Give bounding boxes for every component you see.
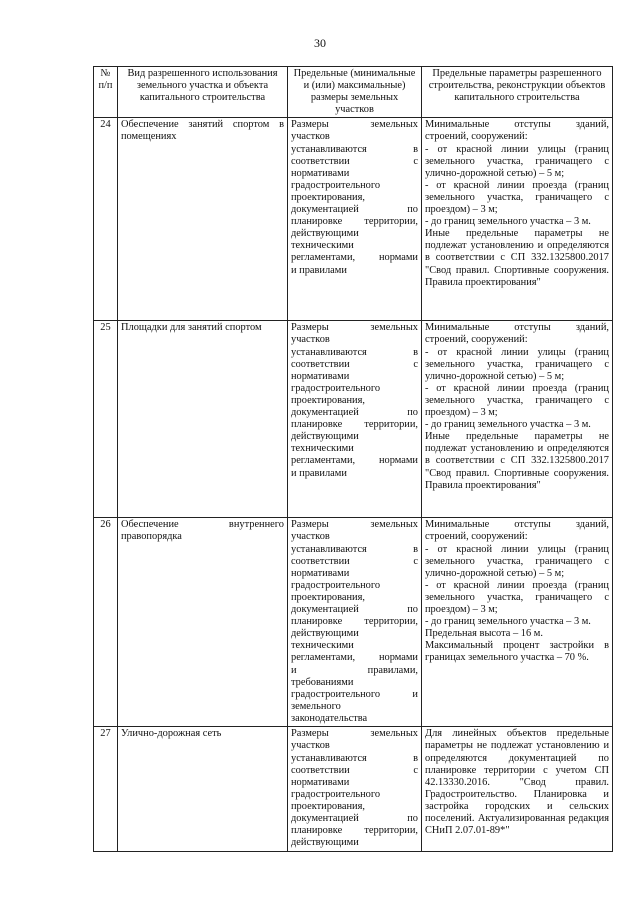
params-paragraph: Минимальные отступы зданий, строений, сооружений:	[425, 322, 609, 346]
params-paragraph: - от красной линии улицы (границ земельного участка, граничащего с улично-дорожной сетью) – 5 м;	[425, 143, 609, 179]
sizes-line: нормативами	[291, 370, 350, 382]
params-paragraph: - до границ земельного участка – 3 м.	[425, 419, 591, 431]
sizes-line: техническими	[291, 443, 354, 455]
params-paragraph: Минимальные отступы зданий, строений, сооружений:	[425, 519, 609, 543]
sizes-line: участков	[291, 131, 330, 143]
sizes-line: градостроительного	[291, 179, 381, 191]
header-num: № п/п	[94, 67, 118, 118]
row-use-kind: Обеспечение занятий спортом в помещениях	[118, 118, 288, 321]
regulations-table	[93, 66, 613, 852]
sizes-line: проектирования,	[291, 800, 365, 812]
sizes-line: участков	[291, 334, 330, 346]
params-paragraph: Максимальный процент застройки в границах земельного участка – 70 %.	[425, 640, 609, 664]
sizes-line: соответствии с	[291, 358, 418, 370]
sizes-line: планировке территории,	[291, 825, 418, 837]
sizes-line: Размеры земельных	[291, 728, 418, 740]
header-use-kind: Вид разрешенного использования земельного участка и объекта капитального строительства	[118, 67, 288, 118]
sizes-line: документацией по	[291, 204, 418, 216]
row-params	[422, 321, 613, 518]
row-use-kind: Обеспечение внутреннего правопорядка	[118, 518, 288, 727]
table-row	[94, 518, 613, 727]
page-number: 30	[314, 36, 326, 50]
sizes-line: соответствии с	[291, 155, 418, 167]
sizes-line: планировке территории,	[291, 419, 418, 431]
sizes-line: нормативами	[291, 567, 350, 579]
sizes-line: законодательства	[291, 712, 368, 724]
row-sizes	[288, 321, 422, 518]
sizes-line: и правилами	[291, 467, 347, 479]
params-paragraph: Предельная высота – 16 м.	[425, 628, 543, 640]
sizes-line: соответствии с	[291, 555, 418, 567]
sizes-line: действующими	[291, 628, 359, 640]
sizes-line: участков	[291, 531, 330, 543]
params-paragraph: Минимальные отступы зданий, строений, сооружений:	[425, 119, 609, 143]
sizes-line: устанавливаются в	[291, 543, 418, 555]
sizes-line: действующими	[291, 837, 359, 849]
sizes-line: требованиями	[291, 676, 354, 688]
row-sizes	[288, 518, 422, 727]
params-paragraph: - от красной линии проезда (границ земельного участка, граничащего с проездом) – 3 м;	[425, 179, 609, 216]
sizes-line: техническими	[291, 240, 354, 252]
sizes-line: проектирования,	[291, 591, 365, 603]
table-row	[94, 118, 613, 321]
header-sizes: Предельные (минимальные и (или) максимальные) размеры земельных участков	[288, 67, 422, 118]
params-paragraph: - до границ земельного участка – 3 м.	[425, 616, 591, 628]
sizes-line: устанавливаются в	[291, 346, 418, 358]
sizes-line: планировке территории,	[291, 216, 418, 228]
sizes-line: устанавливаются в	[291, 752, 418, 764]
params-paragraph: - до границ земельного участка – 3 м.	[425, 216, 591, 228]
sizes-line: нормативами	[291, 776, 350, 788]
sizes-line: градостроительного	[291, 788, 381, 800]
sizes-line: устанавливаются в	[291, 143, 418, 155]
params-paragraph: Иные предельные параметры не подлежат установлению и определяются в соответствии с СП 332.1325800.2017 "Свод правил. Спортивные сооружения. Правила проектирования"	[425, 228, 609, 288]
sizes-line: земельного	[291, 700, 341, 712]
row-use-kind: Площадки для занятий спортом	[118, 321, 288, 518]
sizes-line: документацией по	[291, 604, 418, 616]
table-body	[94, 118, 613, 852]
sizes-line: и правилами	[291, 264, 347, 276]
row-sizes	[288, 727, 422, 852]
header-params: Предельные параметры разрешенного строительства, реконструкции объектов капитального строительства	[422, 67, 613, 118]
sizes-line: техническими	[291, 640, 354, 652]
sizes-line: документацией по	[291, 813, 418, 825]
row-num: 25	[94, 321, 118, 518]
row-sizes	[288, 118, 422, 321]
sizes-line: участков	[291, 740, 330, 752]
sizes-line: градостроительного	[291, 579, 381, 591]
table-row	[94, 727, 613, 852]
sizes-line: документацией по	[291, 407, 418, 419]
sizes-line: регламентами, нормами	[291, 252, 418, 264]
params-paragraph: Иные предельные параметры не подлежат установлению и определяются в соответствии с СП 332.1325800.2017 "Свод правил. Спортивные сооружения. Правила проектирования"	[425, 431, 609, 491]
sizes-line: градостроительного	[291, 382, 381, 394]
sizes-line: регламентами, нормами	[291, 652, 418, 664]
sizes-line: Размеры земельных	[291, 322, 418, 334]
params-paragraph: - от красной линии проезда (границ земельного участка, граничащего с проездом) – 3 м;	[425, 579, 609, 616]
sizes-line: проектирования,	[291, 191, 365, 203]
row-params	[422, 118, 613, 321]
table-row	[94, 321, 613, 518]
params-paragraph: - от красной линии улицы (границ земельного участка, граничащего с улично-дорожной сетью) – 5 м;	[425, 543, 609, 579]
sizes-line: Размеры земельных	[291, 519, 418, 531]
params-paragraph: - от красной линии улицы (границ земельного участка, граничащего с улично-дорожной сетью) – 5 м;	[425, 346, 609, 382]
table-header-row	[94, 67, 613, 118]
sizes-line: проектирования,	[291, 394, 365, 406]
sizes-line: Размеры земельных	[291, 119, 418, 131]
sizes-line: действующими	[291, 228, 359, 240]
sizes-line: градостроительного и	[291, 688, 418, 700]
row-params	[422, 727, 613, 852]
params-paragraph: Для линейных объектов предельные параметры не подлежат установлению и определяются документацией по планировке территории с учетом СП 42.13330.2016. "Свод правил. Градостроительство. Планировка и застройка городских и сельских поселений. Актуализированная редакция СНиП 2.07.01-89*"	[425, 728, 609, 837]
params-paragraph: - от красной линии проезда (границ земельного участка, граничащего с проездом) – 3 м;	[425, 382, 609, 419]
sizes-line: нормативами	[291, 167, 350, 179]
sizes-line: и правилами,	[291, 664, 418, 676]
sizes-line: планировке территории,	[291, 616, 418, 628]
row-num: 27	[94, 727, 118, 852]
row-num: 24	[94, 118, 118, 321]
sizes-line: действующими	[291, 431, 359, 443]
row-num: 26	[94, 518, 118, 727]
row-use-kind: Улично-дорожная сеть	[118, 727, 288, 852]
sizes-line: регламентами, нормами	[291, 455, 418, 467]
row-params	[422, 518, 613, 727]
sizes-line: соответствии с	[291, 764, 418, 776]
